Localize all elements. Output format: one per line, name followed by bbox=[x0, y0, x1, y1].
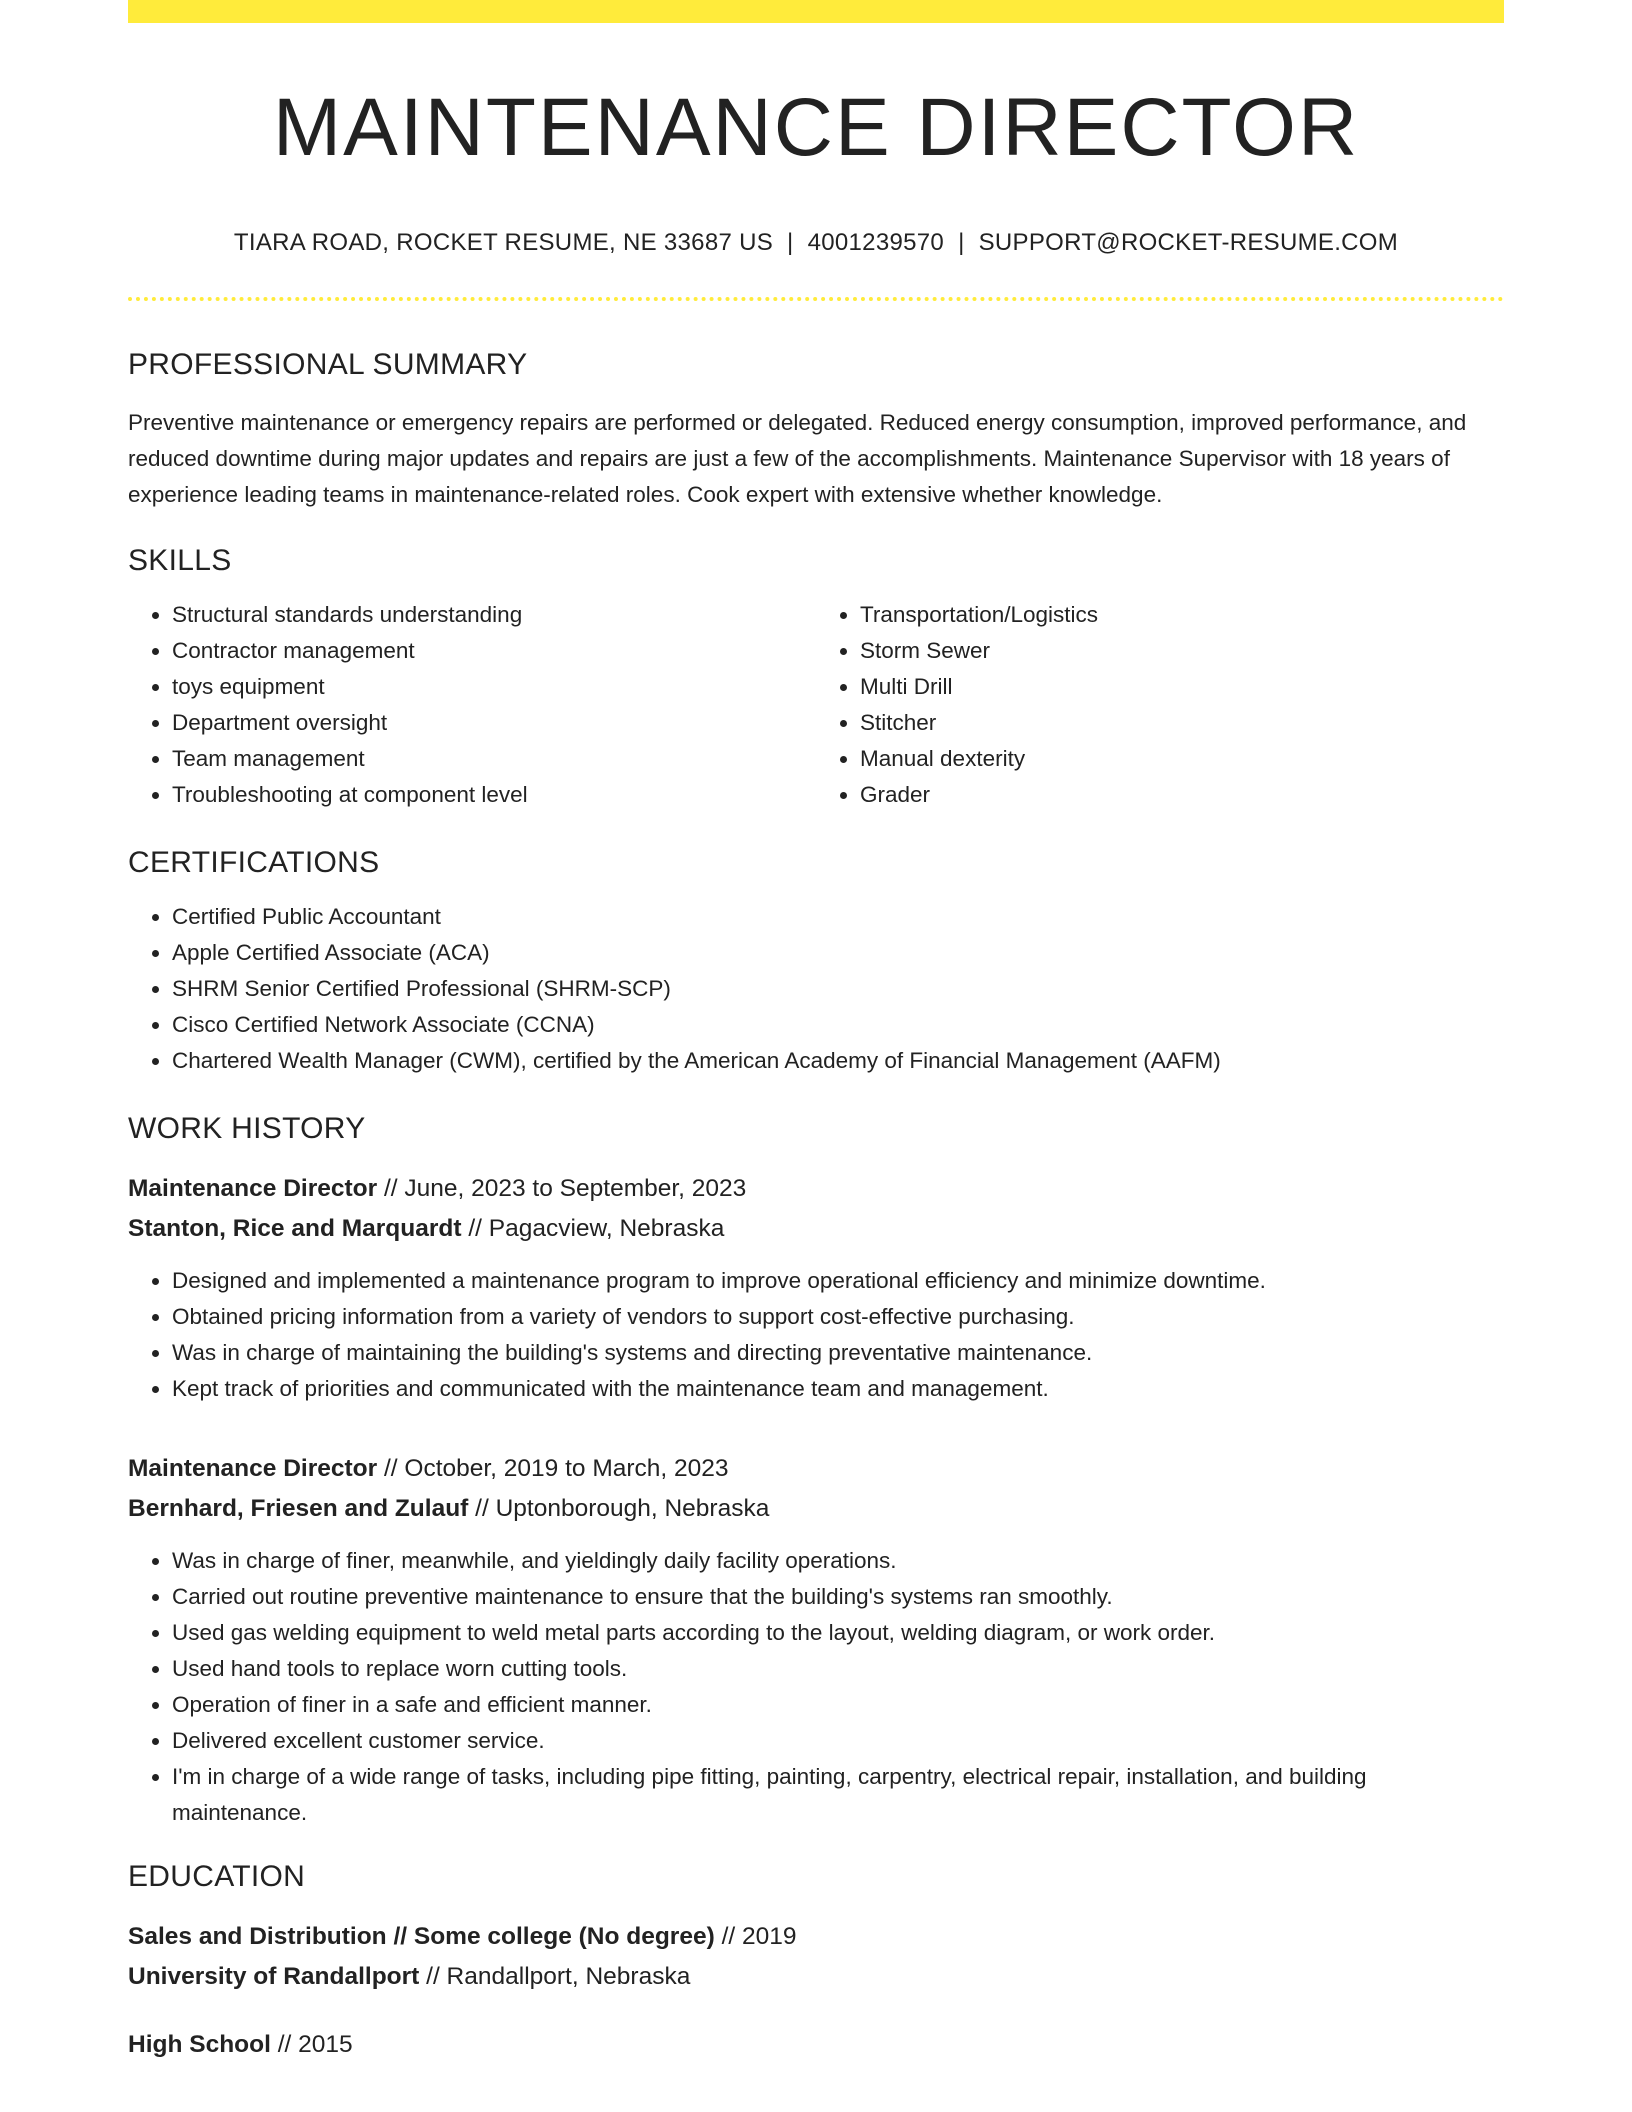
job-bullet: • Kept track of priorities and communicated with the maintenance team and management. bbox=[172, 1371, 1504, 1407]
contact-phone: 4001239570 bbox=[807, 229, 945, 257]
job-company-line bbox=[128, 1209, 1504, 1249]
skill-item: • Manual dexterity bbox=[860, 741, 1504, 777]
skill-item: • Contractor management bbox=[172, 633, 816, 669]
job-entry bbox=[128, 1449, 1504, 1831]
job-bullets bbox=[128, 1263, 1504, 1407]
certification-item: • Certified Public Accountant bbox=[172, 899, 1504, 935]
certification-item: • Cisco Certified Network Associate (CCNA) bbox=[172, 1007, 1504, 1043]
contact-email[interactable]: SUPPORT@ROCKET-RESUME.COM bbox=[978, 229, 1399, 257]
education-entry bbox=[128, 2025, 1504, 2065]
skills-columns bbox=[128, 597, 1504, 813]
skill-item: • Grader bbox=[860, 777, 1504, 813]
job-bullet: • Used hand tools to replace worn cutting tools. bbox=[172, 1651, 1504, 1687]
section-title-summary: PROFESSIONAL SUMMARY bbox=[128, 348, 528, 382]
job-bullet: • Used gas welding equipment to weld metal parts according to the layout, welding diagram, or work order. bbox=[172, 1615, 1504, 1651]
page-title: MAINTENANCE DIRECTOR bbox=[272, 82, 1360, 173]
education-entry bbox=[128, 1917, 1504, 1997]
job-bullet: • Designed and implemented a maintenance program to improve operational efficiency and minimize downtime. bbox=[172, 1263, 1504, 1299]
job-company-line bbox=[128, 1489, 1504, 1529]
education-year: // 2019 bbox=[714, 1923, 797, 1951]
education-location: // Randallport, Nebraska bbox=[419, 1963, 691, 1991]
certification-item: • Apple Certified Associate (ACA) bbox=[172, 935, 1504, 971]
dotted-divider bbox=[128, 297, 1504, 301]
education-degree: Sales and Distribution // Some college (No degree) bbox=[128, 1923, 715, 1951]
job-entry bbox=[128, 1169, 1504, 1407]
job-location: // Uptonborough, Nebraska bbox=[468, 1495, 770, 1523]
job-company: Bernhard, Friesen and Zulauf bbox=[128, 1495, 469, 1523]
education-school-line bbox=[128, 1957, 1504, 1997]
summary-text: Preventive maintenance or emergency repairs are performed or delegated. Reduced energy consumption, improved performance, and reduced downtime during major updates and repairs are just a few of the accomplishments. Maintenance Supervisor with 18 years of experience leading teams in maintenance-related roles. Cook expert with extensive whether knowledge. bbox=[128, 410, 1467, 508]
contact-address: TIARA ROAD, ROCKET RESUME, NE 33687 US bbox=[233, 229, 774, 257]
skill-item: • Structural standards understanding bbox=[172, 597, 816, 633]
resume-page bbox=[128, 0, 1504, 2065]
job-bullet: • Carried out routine preventive maintenance to ensure that the building's systems ran smoothly. bbox=[172, 1579, 1504, 1615]
job-location: // Pagacview, Nebraska bbox=[461, 1215, 725, 1243]
education-year: // 2015 bbox=[270, 2031, 353, 2059]
job-bullet: • Operation of finer in a safe and efficient manner. bbox=[172, 1687, 1504, 1723]
certification-item: • SHRM Senior Certified Professional (SHRM-SCP) bbox=[172, 971, 1504, 1007]
accent-top-bar bbox=[128, 0, 1504, 23]
contact-separator: | bbox=[787, 229, 794, 257]
education-school: University of Randallport bbox=[128, 1963, 420, 1991]
skill-item: • toys equipment bbox=[172, 669, 816, 705]
section-title-work-history: WORK HISTORY bbox=[128, 1112, 366, 1146]
education-degree-line bbox=[128, 2025, 1504, 2065]
education-degree: High School bbox=[128, 2031, 271, 2059]
job-role-line bbox=[128, 1449, 1504, 1489]
certification-item: • Chartered Wealth Manager (CWM), certified by the American Academy of Financial Management (AAFM) bbox=[172, 1043, 1504, 1079]
job-bullet: • I'm in charge of a wide range of tasks, including pipe fitting, painting, carpentry, electrical repair, installation, and building maintenance. bbox=[172, 1759, 1504, 1831]
skill-item: • Stitcher bbox=[860, 705, 1504, 741]
skills-list-right bbox=[816, 597, 1504, 813]
skills-list-left bbox=[128, 597, 816, 813]
job-role: Maintenance Director bbox=[128, 1455, 378, 1483]
contact-separator: | bbox=[958, 229, 965, 257]
certifications-list bbox=[128, 899, 1504, 1079]
job-bullet: • Was in charge of finer, meanwhile, and yieldingly daily facility operations. bbox=[172, 1543, 1504, 1579]
job-role-line bbox=[128, 1169, 1504, 1209]
skill-item: • Transportation/Logistics bbox=[860, 597, 1504, 633]
job-dates: // October, 2019 to March, 2023 bbox=[377, 1455, 729, 1483]
job-bullet: • Delivered excellent customer service. bbox=[172, 1723, 1504, 1759]
education-degree-line bbox=[128, 1917, 1504, 1957]
job-dates: // June, 2023 to September, 2023 bbox=[377, 1175, 747, 1203]
skill-item: • Storm Sewer bbox=[860, 633, 1504, 669]
skill-item: • Troubleshooting at component level bbox=[172, 777, 816, 813]
skill-item: • Department oversight bbox=[172, 705, 816, 741]
contact-line bbox=[128, 229, 1504, 257]
section-title-certifications: CERTIFICATIONS bbox=[128, 846, 380, 880]
section-title-education: EDUCATION bbox=[128, 1860, 306, 1894]
job-role: Maintenance Director bbox=[128, 1175, 378, 1203]
job-bullet: • Was in charge of maintaining the building's systems and directing preventative maintenance. bbox=[172, 1335, 1504, 1371]
job-company: Stanton, Rice and Marquardt bbox=[128, 1215, 462, 1243]
job-bullet: • Obtained pricing information from a variety of vendors to support cost-effective purchasing. bbox=[172, 1299, 1504, 1335]
skill-item: • Team management bbox=[172, 741, 816, 777]
section-title-skills: SKILLS bbox=[128, 544, 232, 578]
job-bullets bbox=[128, 1543, 1504, 1831]
skill-item: • Multi Drill bbox=[860, 669, 1504, 705]
